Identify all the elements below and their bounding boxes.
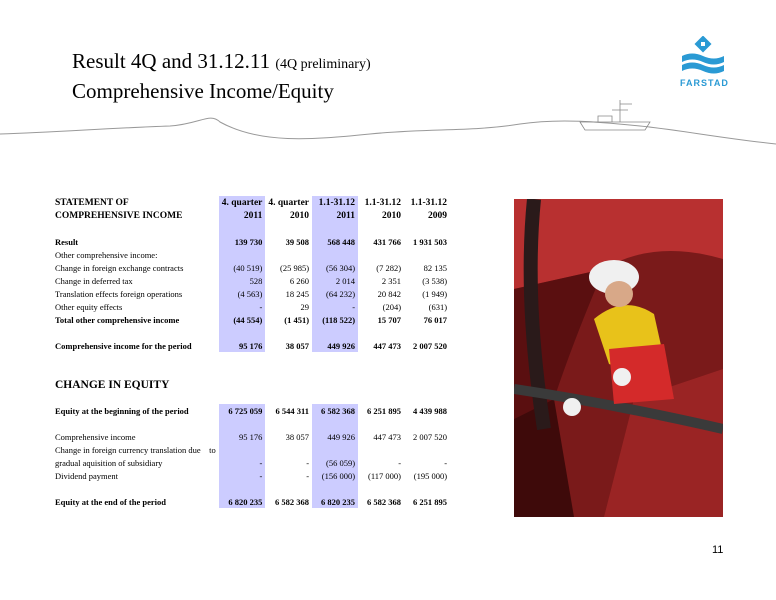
table-row-total-oci — [52, 313, 450, 326]
cell: 6 582 368 — [312, 404, 358, 417]
header-col-3: 1.1-31.12 — [312, 196, 358, 209]
header-col-2: 4. quarter — [268, 197, 310, 208]
cell: - — [444, 457, 448, 468]
cell: 38 057 — [285, 340, 310, 351]
row-label: Change in foreign exchange contracts — [55, 262, 184, 273]
cell: (204) — [382, 301, 402, 312]
row-label: Other comprehensive income: — [55, 249, 158, 260]
header-label-2: COMPREHENSIVE INCOME — [55, 210, 183, 221]
spacer-row — [52, 482, 450, 495]
header-col-1: 4. quarter — [219, 196, 266, 209]
page-number: 11 — [712, 544, 724, 556]
table-row-comp-income-2 — [52, 430, 450, 443]
cell: 6 251 895 — [367, 405, 402, 416]
cell: (156 000) — [312, 469, 358, 482]
cell: 449 926 — [312, 430, 358, 443]
cell: - — [219, 456, 266, 469]
cell: - — [306, 457, 310, 468]
cell: 82 135 — [423, 262, 448, 273]
table-header-row-2 — [52, 209, 450, 222]
row-label: Result — [55, 236, 79, 247]
row-label: Total other comprehensive income — [55, 314, 180, 325]
spacer-row — [52, 222, 450, 235]
table-row-comp-income — [52, 339, 450, 352]
row-label: Equity at the end of the period — [55, 496, 166, 507]
cell: 20 842 — [377, 288, 402, 299]
cell: 6 820 235 — [312, 495, 358, 508]
cell: 2 014 — [312, 274, 358, 287]
cell: 431 766 — [373, 236, 402, 247]
cell: - — [219, 300, 266, 313]
cell: 6 544 311 — [275, 405, 310, 416]
row-label: Change in foreign currency translation due to — [55, 444, 216, 455]
header-label-1: STATEMENT OF — [55, 197, 129, 208]
header-col-5: 1.1-31.12 — [410, 197, 448, 208]
cell: (7 282) — [376, 262, 402, 273]
cell: - — [306, 470, 310, 481]
cell: 38 057 — [285, 431, 310, 442]
cell: (40 519) — [219, 261, 266, 274]
cell: (118 522) — [312, 313, 358, 326]
cell: (195 000) — [413, 470, 448, 481]
cell: - — [219, 469, 266, 482]
table-row-deferred-tax — [52, 274, 450, 287]
row-label: Other equity effects — [55, 301, 123, 312]
row-label: gradual aquisition of subsidiary — [55, 457, 163, 468]
title-main: Result 4Q and 31.12.11 — [72, 49, 271, 73]
cell: 2 351 — [381, 275, 402, 286]
cell: - — [398, 457, 402, 468]
header-year-5: 2009 — [428, 210, 448, 221]
cell: (56 059) — [312, 456, 358, 469]
table-row-equity-end — [52, 495, 450, 508]
section-heading: CHANGE IN EQUITY — [55, 378, 170, 391]
spacer-row — [52, 365, 450, 378]
spacer-row — [52, 326, 450, 339]
cell: 6 260 — [289, 275, 310, 286]
row-label: Equity at the beginning of the period — [55, 405, 189, 416]
table-row-other-equity — [52, 300, 450, 313]
cell: 95 176 — [219, 430, 266, 443]
cell: 6 582 368 — [275, 496, 310, 507]
cell: 6 820 235 — [219, 495, 266, 508]
cell: 2 007 520 — [413, 431, 448, 442]
row-label: Dividend payment — [55, 470, 119, 481]
cell: 528 — [219, 274, 266, 287]
table-row-ccy-line-2 — [52, 456, 450, 469]
header-col-4: 1.1-31.12 — [364, 197, 402, 208]
cell: (64 232) — [312, 287, 358, 300]
cell: 6 582 368 — [367, 496, 402, 507]
cell: (56 304) — [312, 261, 358, 274]
cell: 18 245 — [285, 288, 310, 299]
cell: (631) — [428, 301, 448, 312]
wave-decoration — [0, 82, 776, 162]
cell: - — [312, 300, 358, 313]
spacer-row — [52, 391, 450, 404]
title-note: (4Q preliminary) — [275, 57, 371, 72]
cell: 6 251 895 — [413, 496, 448, 507]
table-row-change-equity — [52, 378, 450, 391]
cell: 4 439 988 — [413, 405, 448, 416]
cell: 39 508 — [285, 236, 310, 247]
cell: 449 926 — [312, 339, 358, 352]
cell: 1 931 503 — [413, 236, 448, 247]
cell: (4 563) — [219, 287, 266, 300]
cell: (1 949) — [422, 288, 448, 299]
logo-text: FARSTAD — [680, 78, 729, 88]
table-row-equity-begin — [52, 404, 450, 417]
table-header-row-1 — [52, 196, 450, 209]
cell: 139 730 — [219, 235, 266, 248]
cell: 2 007 520 — [413, 340, 448, 351]
row-label: Translation effects foreign operations — [55, 288, 183, 299]
cell: 76 017 — [423, 314, 448, 325]
row-label: Change in deferred tax — [55, 275, 133, 286]
cell: 29 — [300, 301, 310, 312]
financial-table — [52, 196, 450, 508]
cell: (44 554) — [219, 313, 266, 326]
header-year-4: 2010 — [382, 210, 402, 221]
header-year-2: 2010 — [290, 210, 310, 221]
cell: 568 448 — [312, 235, 358, 248]
table-row-translation — [52, 287, 450, 300]
cell: 447 473 — [373, 340, 402, 351]
table-row-ccy-line-1 — [52, 443, 450, 456]
table-row-oci-header — [52, 248, 450, 261]
header-year-1: 2011 — [219, 209, 266, 222]
table-row-dividend — [52, 469, 450, 482]
spacer-row — [52, 352, 450, 365]
table-row-fx-contracts — [52, 261, 450, 274]
header-year-3: 2011 — [312, 209, 358, 222]
spacer-row — [52, 417, 450, 430]
cell: 95 176 — [219, 339, 266, 352]
cell: (1 451) — [284, 314, 310, 325]
worker-photo — [514, 199, 723, 517]
title-line-2: Comprehensive Income/Equity — [72, 79, 334, 103]
row-label: Comprehensive income — [55, 431, 136, 442]
cell: (117 000) — [368, 470, 402, 481]
cell: 6 725 059 — [219, 404, 266, 417]
cell: 15 707 — [377, 314, 402, 325]
title-line-1 — [72, 48, 371, 78]
cell: 447 473 — [373, 431, 402, 442]
cell: (25 985) — [279, 262, 310, 273]
table-row-result — [52, 235, 450, 248]
cell: (3 538) — [422, 275, 448, 286]
row-label: Comprehensive income for the period — [55, 340, 192, 351]
